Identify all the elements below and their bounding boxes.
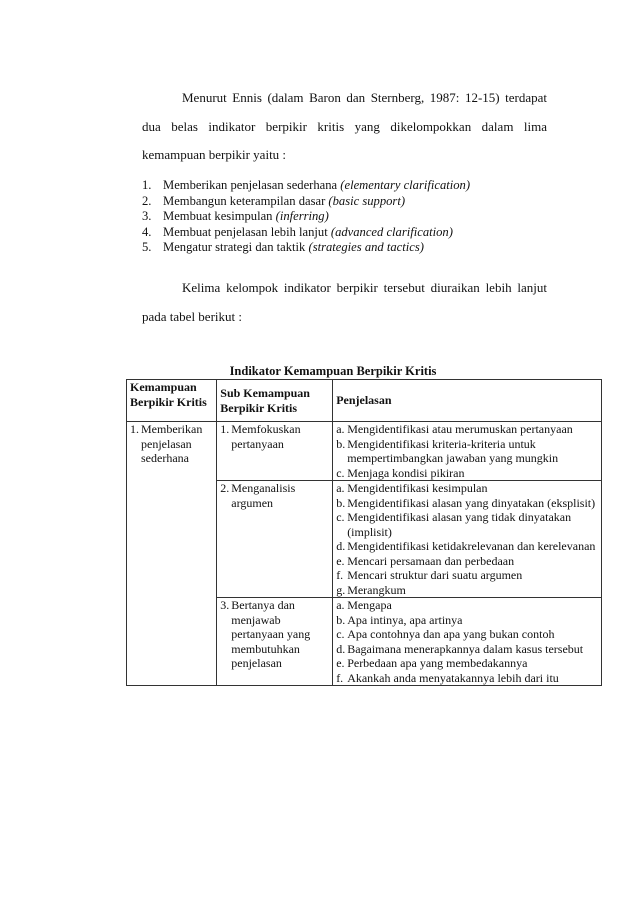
header-penjelasan: Penjelasan <box>333 380 602 422</box>
intro-line-3: kemampuan berpikir yaitu : <box>142 147 287 162</box>
table-header-row <box>127 380 602 422</box>
followup-line-1: Kelima kelompok indikator berpikir tersebut diuraikan lebih lanjut <box>182 280 547 295</box>
explanation-cell: a. Mengidentifikasi kesimpulan b. Mengidentifikasi alasan yang dinyatakan (eksplisit) c. Mengidentifikasi alasan yang tidak dinyatakan (implisit) d. Mengidentifikasi ketidakrelevanan dan kerelevanan e. Mencari persamaan dan perbedaan f. Mencari struktur dari suatu argumen g. Merangkum <box>333 481 602 598</box>
criteria-item: 5. Mengatur strategi dan taktik (strategies and tactics) <box>142 240 424 254</box>
criteria-item: 2. Membangun keterampilan dasar (basic support) <box>142 193 406 208</box>
explanation-cell: a. Mengidentifikasi atau merumuskan pertanyaan b. Mengidentifikasi kriteria-kriteria untuk mempertimbangkan jawaban yang mungkin c. Menjaga kondisi pikiran <box>333 422 602 481</box>
table-title: Indikator Kemampuan Berpikir Kritis <box>229 364 437 378</box>
criteria-item: 3. Membuat kesimpulan (inferring) <box>142 209 329 223</box>
intro-line-2: dua belas indikator berpikir kritis yang dikelompokkan dalam lima <box>142 118 547 134</box>
sub-cell: 2. Menganalisis argumen <box>217 481 333 598</box>
indicator-table <box>126 379 602 686</box>
header-sub-kemampuan: Sub Kemampuan Berpikir Kritis <box>217 380 333 422</box>
sub-cell: 1. Memfokuskan pertanyaan <box>217 422 333 481</box>
criteria-list <box>142 178 470 256</box>
criteria-item: 4. Membuat penjelasan lebih lanjut (advanced clarification) <box>142 224 453 239</box>
explanation-cell: a. Mengapa b. Apa intinya, apa artinya c. Apa contohnya dan apa yang bukan contoh d. Bagaimana menerapkannya dalam kasus tersebut e. Perbedaan apa yang membedakannya f. Akankah anda menyatakannya lebih dari itu <box>333 598 602 686</box>
intro-paragraph <box>142 91 547 177</box>
group-label: Memberikan penjelasan sederhana <box>141 422 203 465</box>
followup-paragraph <box>142 281 547 338</box>
intro-line-1: Menurut Ennis (dalam Baron dan Sternberg, 1987: 12-15) terdapat <box>182 90 547 105</box>
followup-line-2: pada tabel berikut : <box>142 308 242 324</box>
criteria-item: 1. Memberikan penjelasan sederhana (elementary clarification) <box>142 178 471 192</box>
sub-cell: 3. Bertanya dan menjawab pertanyaan yang membutuhkan penjelasan <box>217 598 333 686</box>
table-row <box>127 422 602 481</box>
header-kemampuan: Kemampuan Berpikir Kritis <box>127 380 217 422</box>
group-cell: 1. Memberikan penjelasan sederhana <box>127 422 217 686</box>
